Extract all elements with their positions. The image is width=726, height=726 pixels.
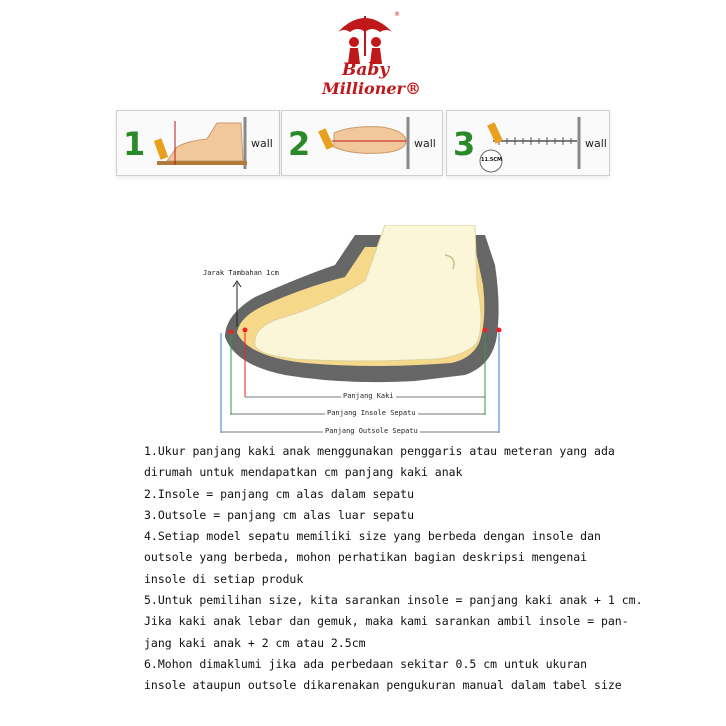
measure-label: 11.5CM <box>481 157 502 163</box>
instruction-line: jang kaki anak + 2 cm atau 2.5cm <box>144 635 366 650</box>
instruction-line: 3.Outsole = panjang cm alas luar sepatu <box>144 507 415 522</box>
step-panel-3 <box>446 110 610 176</box>
instruction-line: 2.Insole = panjang cm alas dalam sepatu <box>144 486 415 501</box>
brand-name-line2: Millioner® <box>322 79 421 98</box>
svg-text:®: ® <box>394 11 400 18</box>
instruction-line: Jika kaki anak lebar dan gemuk, maka kami sarankan ambil insole = pan- <box>144 614 629 629</box>
instructions-text <box>144 441 643 697</box>
brand-name-line1: Baby <box>342 60 390 80</box>
step-number: 1 <box>123 125 146 163</box>
insole-length-label: Panjang Insole Sepatu <box>327 409 416 417</box>
shoe-cross-section-icon <box>195 225 515 440</box>
instruction-line: insole di setiap produk <box>144 571 304 586</box>
wall-label: wall <box>251 137 273 150</box>
instruction-line: dirumah untuk mendapatkan cm panjang kaki anak <box>144 465 463 480</box>
extra-distance-label: Jarak Tambahan 1cm <box>203 269 279 277</box>
instruction-line: 4.Setiap model sepatu memiliki size yang berbeda dengan insole dan <box>144 529 601 544</box>
instruction-line: 5.Untuk pemilihan size, kita sarankan insole = panjang kaki anak + 1 cm. <box>144 593 643 608</box>
shoe-diagram <box>195 225 515 444</box>
foot-length-label: Panjang Kaki <box>343 392 394 400</box>
instruction-line: 1.Ukur panjang kaki anak menggunakan penggaris atau meteran yang ada <box>144 444 615 458</box>
instruction-line: 6.Mohon dimaklumi jika ada perbedaan sekitar 0.5 cm untuk ukuran <box>144 656 588 671</box>
instruction-line: outsole yang berbeda, mohon perhatikan bagian deskripsi mengenai <box>144 550 588 565</box>
step-panel-1 <box>116 110 280 176</box>
outsole-length-label: Panjang Outsole Sepatu <box>325 427 418 435</box>
umbrella-logo-icon <box>320 6 410 66</box>
step-number: 3 <box>453 125 476 163</box>
step-panel-2 <box>281 110 443 176</box>
step-number: 2 <box>288 125 311 163</box>
instruction-line: insole ataupun outsole dikarenakan pengukuran manual dalam tabel size <box>144 678 622 693</box>
wall-label: wall <box>414 137 436 150</box>
wall-label: wall <box>585 137 607 150</box>
